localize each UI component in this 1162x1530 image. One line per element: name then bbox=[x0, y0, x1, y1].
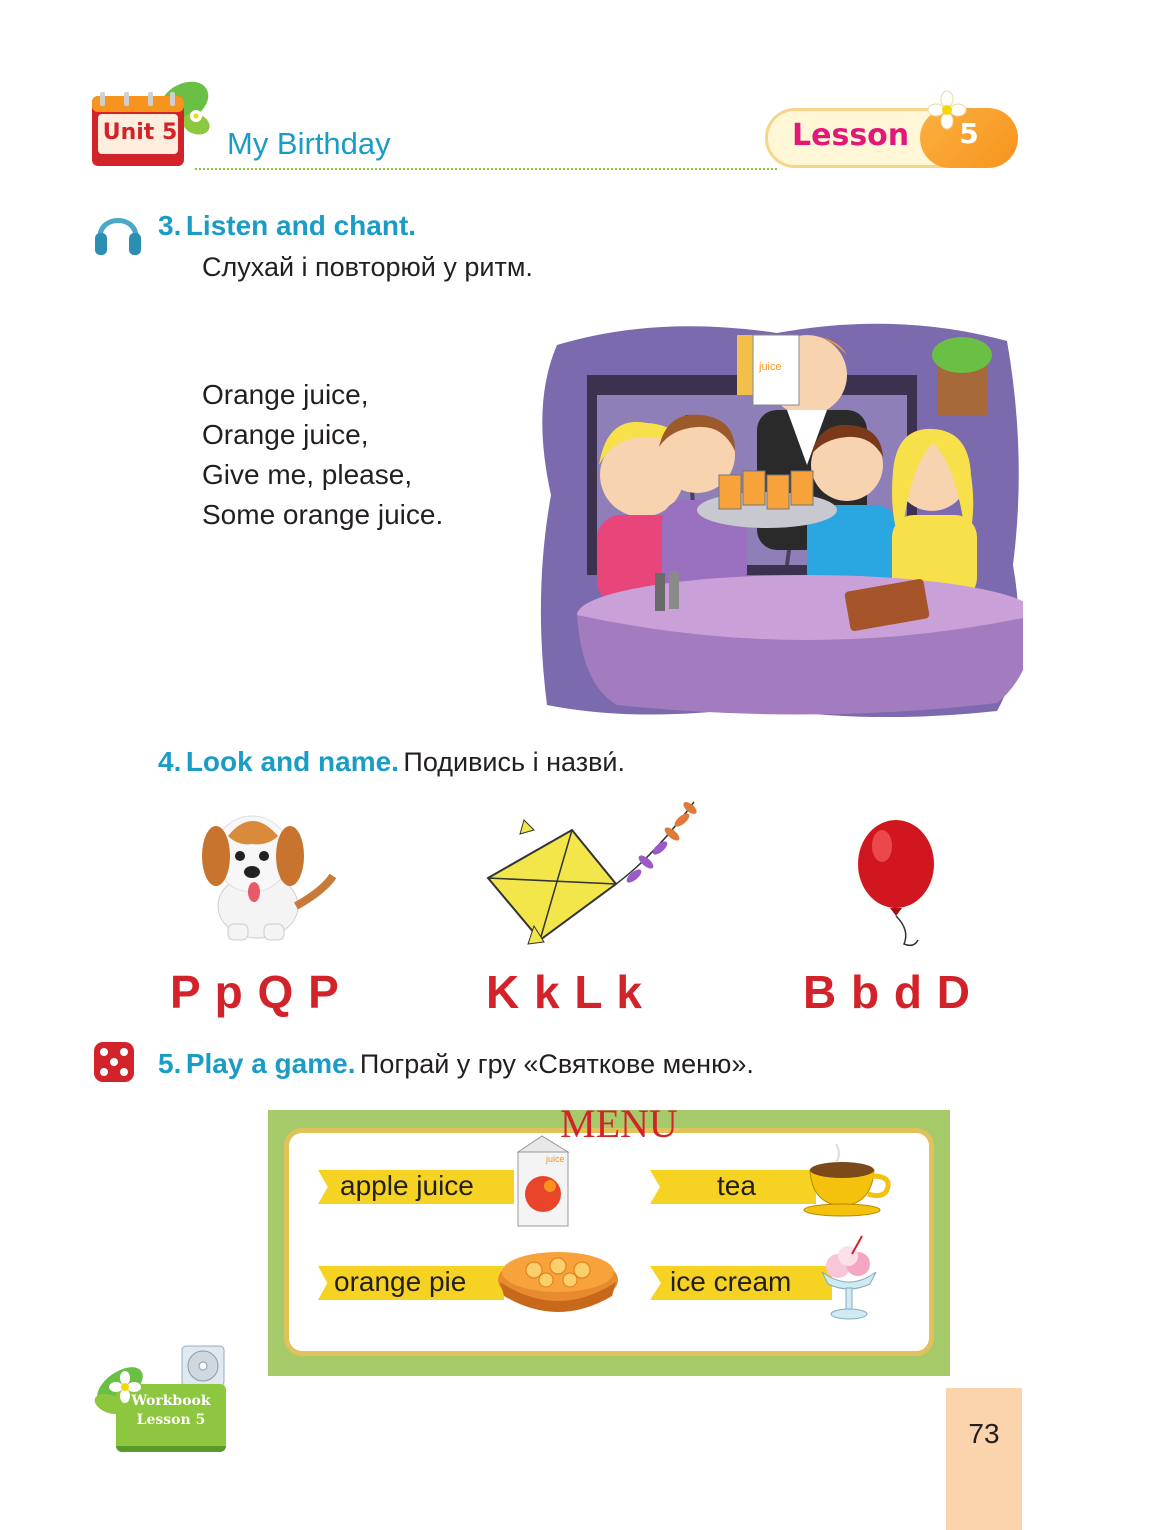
workbook-line-1: Workbook bbox=[131, 1393, 211, 1409]
section4-heading bbox=[158, 746, 625, 778]
kite-icon bbox=[484, 796, 706, 950]
section3-title: Listen and chant. bbox=[185, 210, 417, 241]
juice-carton-icon bbox=[512, 1132, 574, 1228]
workbook-line-2: Lesson 5 bbox=[136, 1412, 206, 1428]
menu-item-orange-pie[interactable]: orange pie bbox=[334, 1266, 467, 1297]
section5-subtitle: Пограй у гру «Святкове меню». bbox=[359, 1049, 754, 1079]
letters-group-3: B b d D bbox=[803, 966, 971, 1018]
menu-item-apple-juice[interactable]: apple juice bbox=[340, 1170, 474, 1201]
page-number-tab bbox=[946, 1388, 1022, 1530]
orange-pie-icon bbox=[494, 1240, 622, 1318]
unit-label: Unit 5 bbox=[102, 120, 178, 145]
section3-heading bbox=[158, 210, 416, 242]
chant-line: Orange juice, bbox=[202, 379, 369, 410]
ice-cream-icon bbox=[816, 1232, 882, 1322]
headphones-icon bbox=[92, 205, 144, 261]
section4-subtitle: Подивись і назви́. bbox=[403, 747, 626, 777]
lesson-number: 5 bbox=[959, 117, 979, 150]
carton-label: juice bbox=[546, 1154, 565, 1164]
menu-item-ice-cream[interactable]: ice cream bbox=[670, 1266, 792, 1297]
chant-line: Give me, please, bbox=[202, 459, 413, 490]
section5-title: Play a game. bbox=[185, 1048, 356, 1079]
section5-heading bbox=[158, 1048, 754, 1080]
workbook-label bbox=[118, 1392, 224, 1430]
menu-item-tea[interactable]: tea bbox=[717, 1170, 756, 1201]
page-number: 73 bbox=[968, 1418, 1000, 1449]
chant-line: Orange juice, bbox=[202, 419, 369, 450]
cd-icon bbox=[178, 1344, 226, 1388]
section4-number: 4. bbox=[158, 746, 182, 777]
dice-icon bbox=[92, 1040, 138, 1086]
header-divider bbox=[195, 168, 777, 170]
section4-title: Look and name. bbox=[185, 746, 399, 777]
balloon-icon bbox=[856, 820, 942, 950]
letters-group-1: P p Q P bbox=[170, 966, 340, 1018]
section5-number: 5. bbox=[158, 1048, 182, 1079]
menu-title: MENU bbox=[560, 1101, 678, 1146]
section3-subtitle: Слухай і повторюй у ритм. bbox=[202, 252, 533, 282]
cafe-illustration bbox=[537, 315, 1023, 717]
lesson-label: Lesson bbox=[792, 118, 910, 153]
chant-line: Some orange juice. bbox=[202, 499, 444, 530]
juice-carton-label: juice bbox=[759, 361, 782, 373]
dog-icon bbox=[198, 796, 340, 946]
teacup-icon bbox=[802, 1140, 898, 1218]
section3-number: 3. bbox=[158, 210, 182, 241]
unit-title: My Birthday bbox=[227, 126, 391, 161]
chant-text bbox=[202, 375, 443, 535]
letters-group-2: K k L k bbox=[486, 966, 643, 1018]
